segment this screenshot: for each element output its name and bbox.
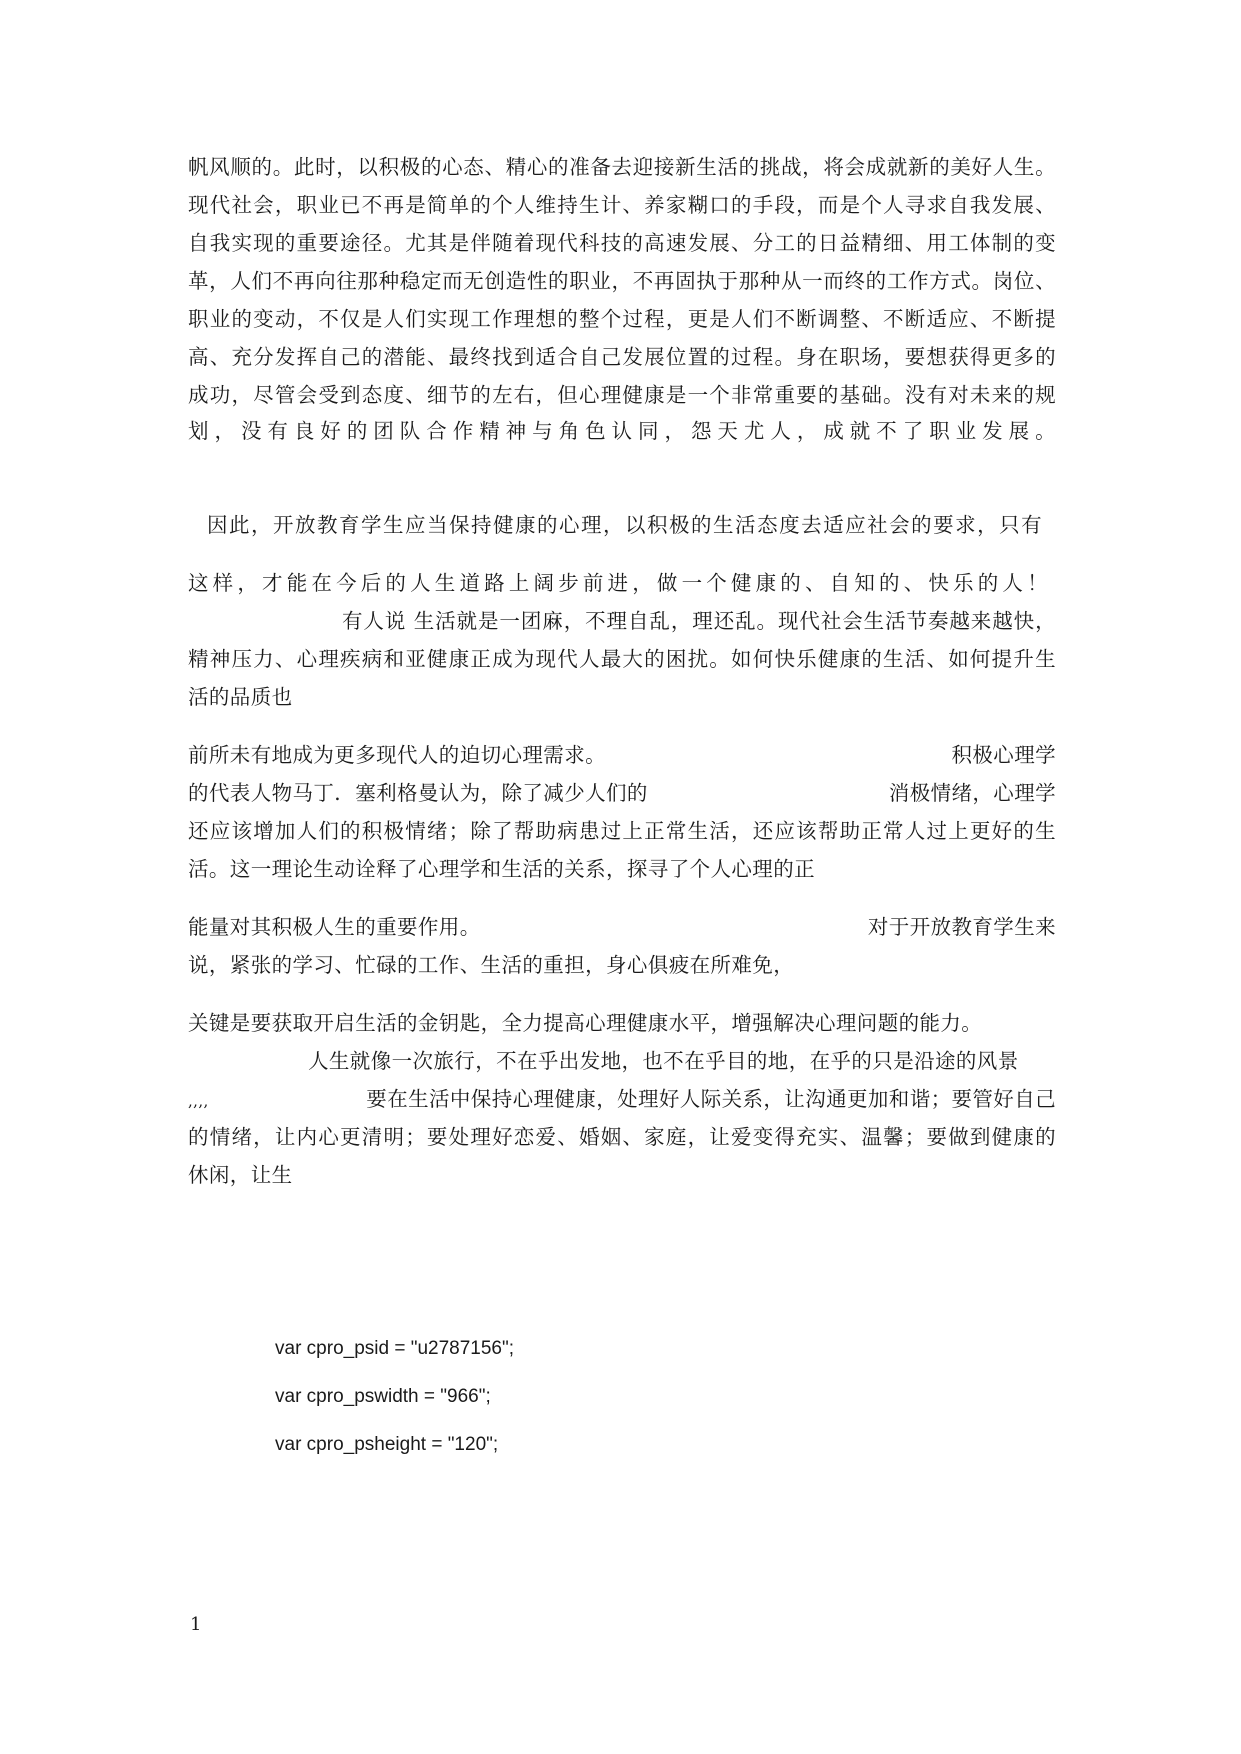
body-text-line: 的情绪，让内心更清明；要处理好恋爱、婚姻、家庭，让爱变得充实、温馨；要做到健康的 <box>188 1125 1056 1149</box>
line-right-text: 消极情绪，心理学 <box>888 781 1056 805</box>
body-text-line: 自我实现的重要途径。尤其是伴随着现代科技的高速发展、分工的日益精细、用工体制的变 <box>188 231 1056 255</box>
body-text-line: 活的品质也 <box>188 685 293 709</box>
body-text-line: 因此，开放教育学生应当保持健康的心理，以积极的生活态度去适应社会的要求，只有 <box>207 513 1042 537</box>
body-text-line: 高、充分发挥自己的潜能、最终找到适合自己发展位置的过程。身在职场，要想获得更多的 <box>188 345 1056 369</box>
body-text-line: 说，紧张的学习、忙碌的工作、生活的重担，身心俱疲在所难免， <box>188 953 795 977</box>
body-text-line: 还应该增加人们的积极情绪；除了帮助病患过上正常生活，还应该帮助正常人过上更好的生 <box>188 819 1056 843</box>
line-left-text: 前所未有地成为更多现代人的迫切心理需求。 <box>188 743 606 767</box>
body-text-line: 帆风顺的。此时，以积极的心态、精心的准备去迎接新生活的挑战，将会成就新的美好人生。 <box>188 155 1056 179</box>
body-text-line <box>188 778 1056 808</box>
body-text-line: 关键是要获取开启生活的金钥匙，全力提高心理健康水平，增强解决心理问题的能力。 <box>188 1011 983 1035</box>
line-right-text: 对于开放教育学生来 <box>867 915 1056 939</box>
body-text-line: 这样，才能在今后的人生道路上阔步前进，做一个健康的、自知的、快乐的人！ <box>188 571 1048 595</box>
page-number: 1 <box>190 1614 202 1635</box>
body-text-line: 划，没有良好的团队合作精神与角色认同，怨天尤人，成就不了职业发展。 <box>188 419 1056 443</box>
code-line: var cpro_psheight = "120"; <box>275 1434 499 1455</box>
line-left-text: 的代表人物马丁．塞利格曼认为，除了减少人们的 <box>188 781 648 805</box>
code-line: var cpro_psid = "u2787156"; <box>275 1338 515 1359</box>
code-line: var cpro_pswidth = "966"; <box>275 1386 491 1407</box>
line-left-text: 能量对其积极人生的重要作用。 <box>188 915 481 939</box>
body-text-line: 现代社会，职业已不再是简单的个人维持生计、养家糊口的手段，而是个人寻求自我发展、 <box>188 193 1056 217</box>
line-right-text: 要在生活中保持心理健康，处理好人际关系，让沟通更加和谐；要管好自己 <box>366 1087 1056 1111</box>
line-right-text: 积极心理学 <box>951 743 1056 767</box>
body-text-line: 成功，尽管会受到态度、细节的左右，但心理健康是一个非常重要的基础。没有对未来的规 <box>188 383 1056 407</box>
body-text-line: 有人说 生活就是一团麻，不理自乱，理还乱。现代社会生活节奏越来越快， <box>342 609 1056 633</box>
body-text-line: 革，人们不再向往那种稳定而无创造性的职业，不再固执于那种从一而终的工作方式。岗位、 <box>188 269 1056 293</box>
line-left-text: ,,,, <box>188 1092 209 1110</box>
body-text-line <box>188 912 1056 942</box>
body-text-line: 职业的变动，不仅是人们实现工作理想的整个过程，更是人们不断调整、不断适应、不断提 <box>188 307 1056 331</box>
body-text-line: 休闲，让生 <box>188 1163 293 1187</box>
body-text-line: 精神压力、心理疾病和亚健康正成为现代人最大的困扰。如何快乐健康的生活、如何提升生 <box>188 647 1056 671</box>
body-text-line <box>188 1084 1056 1116</box>
body-text-line: 人生就像一次旅行，不在乎出发地，也不在乎目的地，在乎的只是沿途的风景 <box>308 1049 1019 1073</box>
body-text-line <box>188 740 1056 770</box>
body-text-line: 活。这一理论生动诠释了心理学和生活的关系，探寻了个人心理的正 <box>188 857 815 881</box>
